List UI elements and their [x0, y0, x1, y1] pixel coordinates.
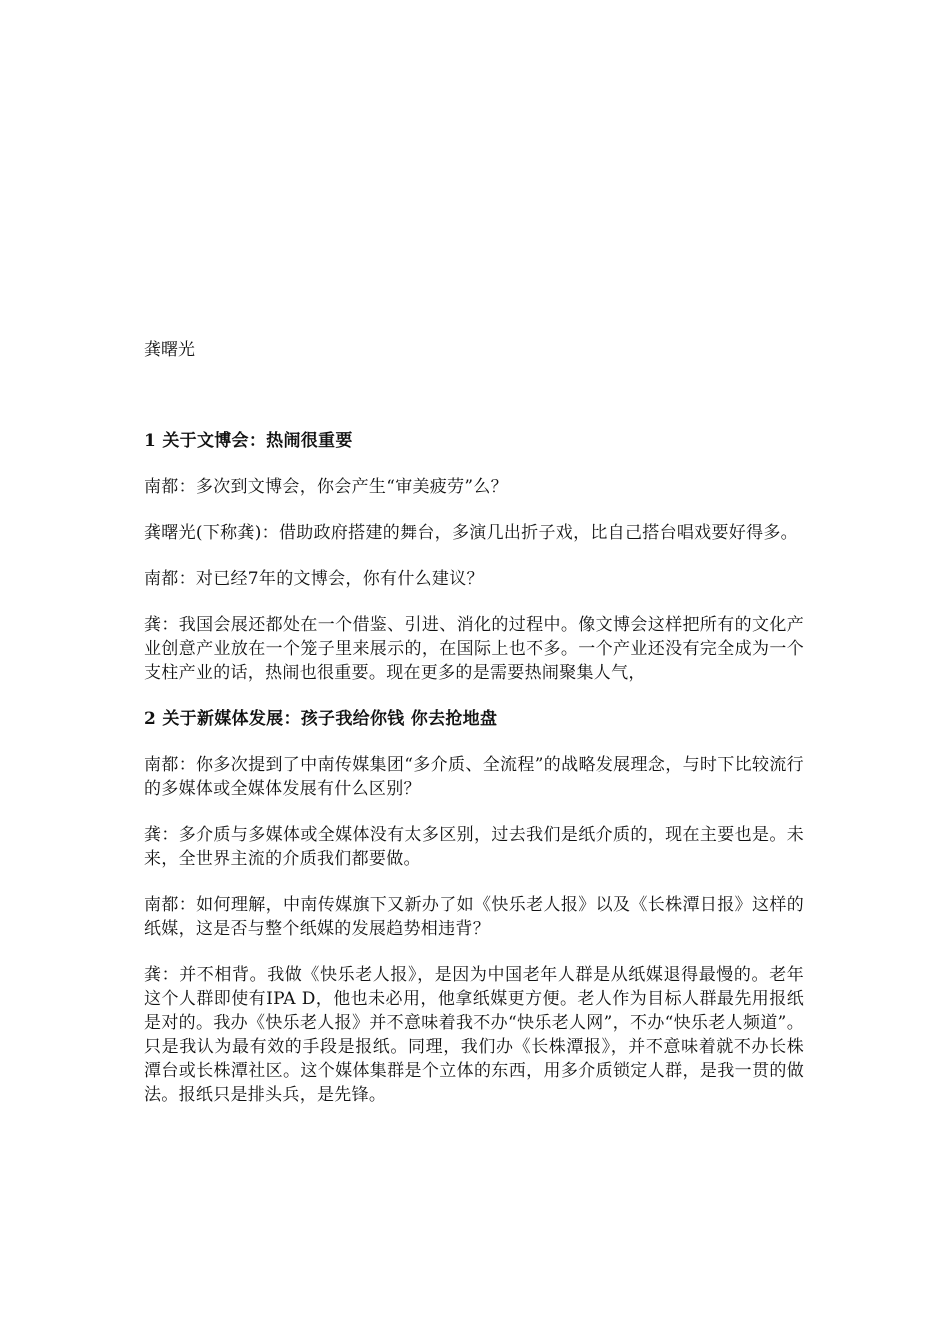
section-heading: 2 关于新媒体发展：孩子我给你钱 你去抢地盘	[144, 709, 498, 729]
article-body	[144, 429, 804, 1129]
section-heading: 1 关于文博会：热闹很重要	[144, 431, 353, 451]
answer-paragraph: 龚：我国会展还都处在一个借鉴、引进、消化的过程中。像文博会这样把所有的文化产业创意产业放在一个笼子里来展示的，在国际上也不多。一个产业还没有完全成为一个支柱产业的话，热闹也很重要。现在更多的是需要热闹聚集人气，	[144, 615, 804, 683]
section-1	[144, 429, 804, 685]
question-paragraph: 南都：多次到文博会，你会产生“审美疲劳”么？	[144, 477, 508, 497]
question-paragraph: 南都：对已经7年的文博会，你有什么建议？	[144, 569, 484, 589]
question-paragraph: 南都：如何理解，中南传媒旗下又新办了如《快乐老人报》以及《长株潭日报》这样的纸媒，这是否与整个纸媒的发展趋势相违背？	[144, 895, 804, 939]
question-paragraph: 南都：你多次提到了中南传媒集团“多介质、全流程”的战略发展理念，与时下比较流行的多媒体或全媒体发展有什么区别？	[144, 755, 804, 799]
section-2	[144, 707, 804, 1107]
author-name: 龚曙光	[144, 340, 195, 360]
answer-paragraph: 龚：多介质与多媒体或全媒体没有太多区别，过去我们是纸介质的，现在主要也是。未来，全世界主流的介质我们都要做。	[144, 825, 804, 869]
answer-paragraph: 龚：并不相背。我做《快乐老人报》，是因为中国老年人群是从纸媒退得最慢的。老年这个人群即使有IPA D，他也未必用，他拿纸媒更方便。老人作为目标人群最先用报纸是对的。我办《快乐老人报》并不意味着我不办“快乐老人网”，不办“快乐老人频道”。只是我认为最有效的手段是报纸。同理，我们办《长株潭报》，并不意味着就不办长株潭台或长株潭社区。这个媒体集群是个立体的东西，用多介质锁定人群，是我一贯的做法。报纸只是排头兵，是先锋。	[144, 965, 804, 1105]
answer-paragraph: 龚曙光(下称龚)：借助政府搭建的舞台，多演几出折子戏，比自己搭台唱戏要好得多。	[144, 523, 798, 543]
